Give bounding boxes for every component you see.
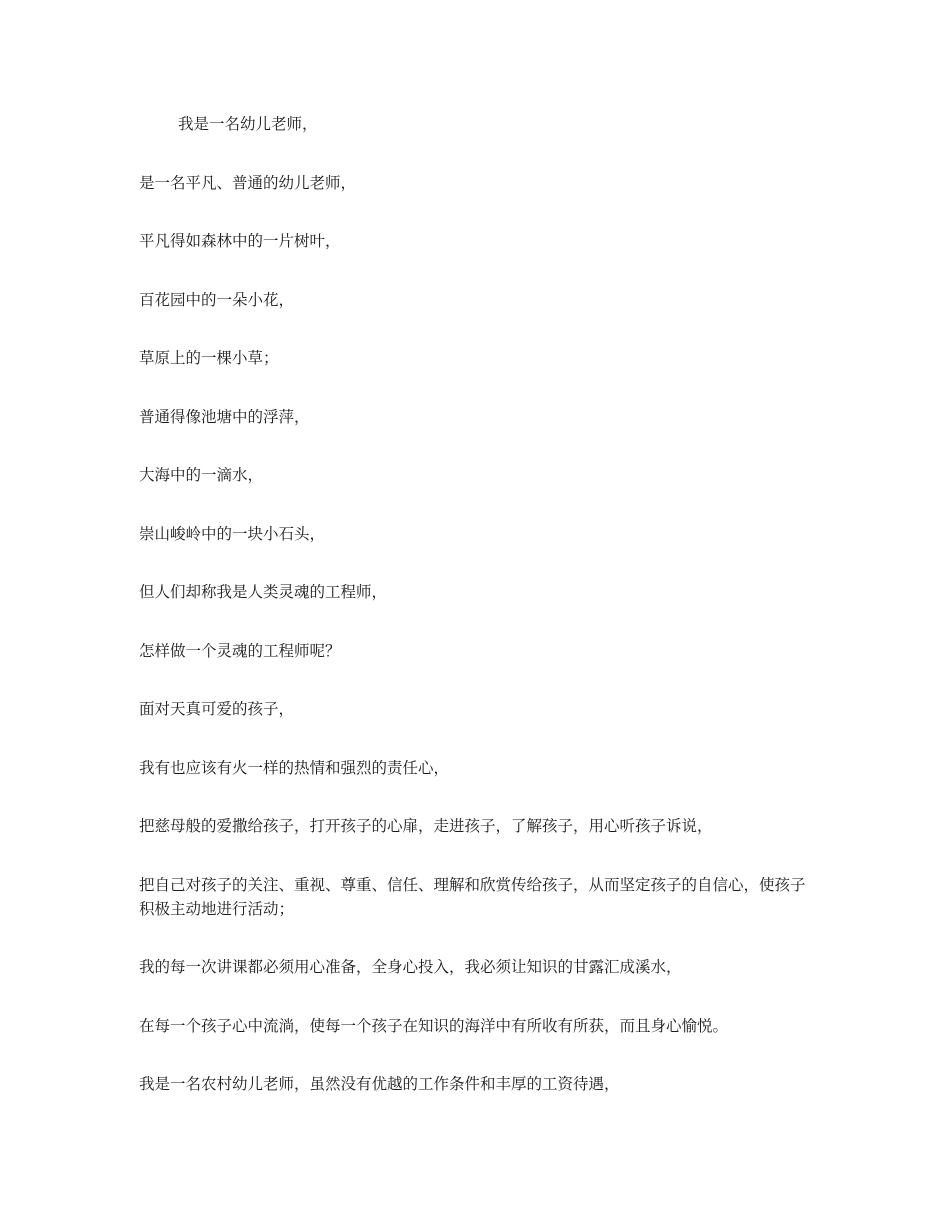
paragraph-17: 我是一名农村幼儿老师，虽然没有优越的工作条件和丰厚的工资待遇， [139, 1075, 620, 1093]
paragraph-3: 平凡得如森林中的一片树叶， [139, 232, 341, 250]
paragraph-7: 大海中的一滴水， [139, 466, 264, 484]
paragraph-8: 崇山峻岭中的一块小石头， [139, 524, 326, 543]
paragraph-10: 怎样做一个灵魂的工程师呢？ [139, 641, 341, 660]
paragraph-2: 是一名平凡、普通的幼儿老师， [139, 173, 357, 192]
paragraph-14: 把自己对孩子的关注、重视、尊重、信任、理解和欣赏传给孩子，从而坚定孩子的自信心，使孩子积极主动地进行活动； [139, 875, 806, 918]
paragraph-12: 我有也应该有火一样的热情和强烈的责任心， [139, 758, 450, 777]
paragraph-9: 但人们却称我是人类灵魂的工程师， [139, 583, 388, 601]
paragraph-1: 我是一名幼儿老师， [178, 115, 318, 133]
paragraph-5: 草原上的一棵小草； [139, 349, 279, 367]
paragraph-4: 百花园中的一朵小花， [139, 290, 295, 309]
paragraph-11: 面对天真可爱的孩子， [139, 700, 295, 718]
paragraph-13: 把慈母般的爱撒给孩子，打开孩子的心扉，走进孩子，了解孩子，用心听孩子诉说， [139, 817, 713, 835]
paragraph-16: 在每一个孩子心中流淌，使每一个孩子在知识的海洋中有所收有所获，而且身心愉悦。 [139, 1016, 729, 1035]
paragraph-6: 普通得像池塘中的浮萍， [139, 407, 310, 426]
document-body [139, 112, 819, 1096]
paragraph-15: 我的每一次讲课都必须用心准备，全身心投入，我必须让知识的甘露汇成溪水， [139, 958, 682, 976]
